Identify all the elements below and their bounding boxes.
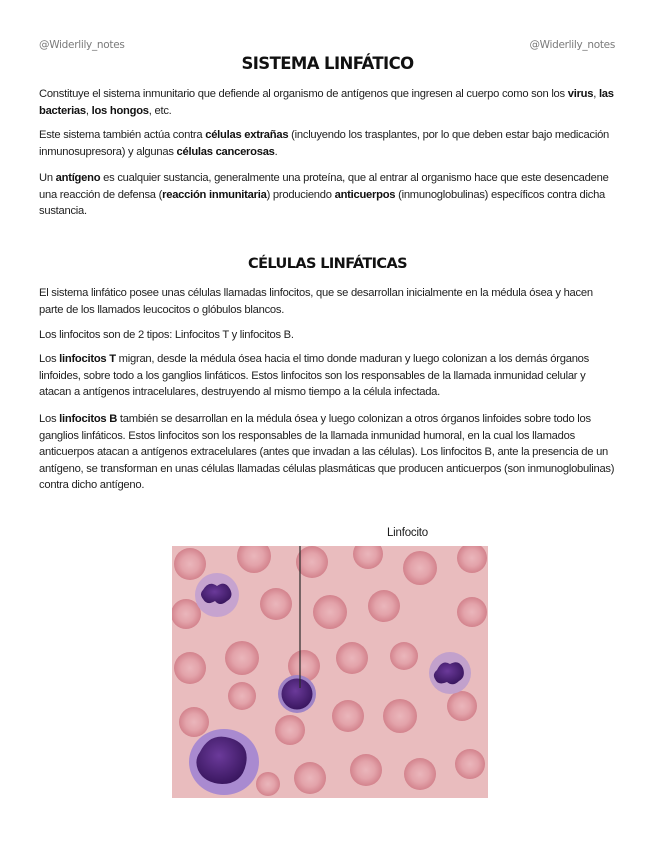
cells-paragraph-4: Los linfocitos B también se desarrollan en la médula ósea y luego colonizan a otros órganos linfoides sobre todo los ganglios linfáticos. Estos linfocitos son los responsables de la llamada inmunidad humoral, en la cual los llamados anticuerpos atacan a antígenos extracelulares (antes que invadan a las células). Los linfocitos B, ante la presencia de un antígeno, se transforman en unas células llamadas células plasmáticas que producen anticuerpos (son inmunoglobulinas) contra dicho antígeno.: [39, 413, 615, 491]
intro-paragraph-3: Un antígeno es cualquier sustancia, generalmente una proteína, que al entrar al organismo hace que este desencadene una reacción de defensa (reacción inmunitaria) produciendo anticuerpos (inmunoglobulinas) específicos contra dicha sustancia.: [39, 172, 609, 217]
monocyte-bottom-left: [189, 729, 259, 795]
cells-paragraph-1: El sistema linfático posee unas células llamadas linfocitos, que se desarrollan inicialmente en la médula ósea y hacen parte de los llamados leucocitos o glóbulos blancos.: [39, 287, 593, 316]
watermark-right: @Widerlily_notes: [529, 39, 615, 51]
figure-label: Linfocito: [386, 527, 428, 539]
lymphocyte-figure: [172, 527, 488, 801]
lymphocyte-cell: [278, 675, 316, 713]
blood-smear-image: [172, 546, 488, 798]
cells-paragraph-2: Los linfocitos son de 2 tipos: Linfocitos T y linfocitos B.: [39, 329, 294, 341]
neutrophil-top-left: [195, 573, 239, 617]
page-title: SISTEMA LINFÁTICO: [241, 54, 414, 73]
watermark-left: @Widerlily_notes: [39, 39, 125, 51]
intro-paragraph-2: Este sistema también actúa contra células extrañas (incluyendo los trasplantes, por lo que deben estar bajo medicación inmunosupresora) y algunas células cancerosas.: [39, 129, 610, 158]
neutrophil-right: [429, 652, 471, 694]
cells-paragraph-3: Los linfocitos T migran, desde la médula ósea hacia el timo donde maduran y luego colonizan a los demás órganos linfoides, sobre todo a los ganglios linfáticos. Estos linfocitos son los responsables de la llamada inmunidad celular y atacan a antígenos intracelulares, destruyendo al mismo tiempo a la célula infectada.: [39, 353, 589, 398]
intro-paragraph-1: Constituye el sistema inmunitario que defiende al organismo de antígenos que ingresen al cuerpo como son los virus, las bacterias, los hongos, etc.: [39, 88, 614, 117]
section-title-celulas: CÉLULAS LINFÁTICAS: [248, 256, 407, 272]
